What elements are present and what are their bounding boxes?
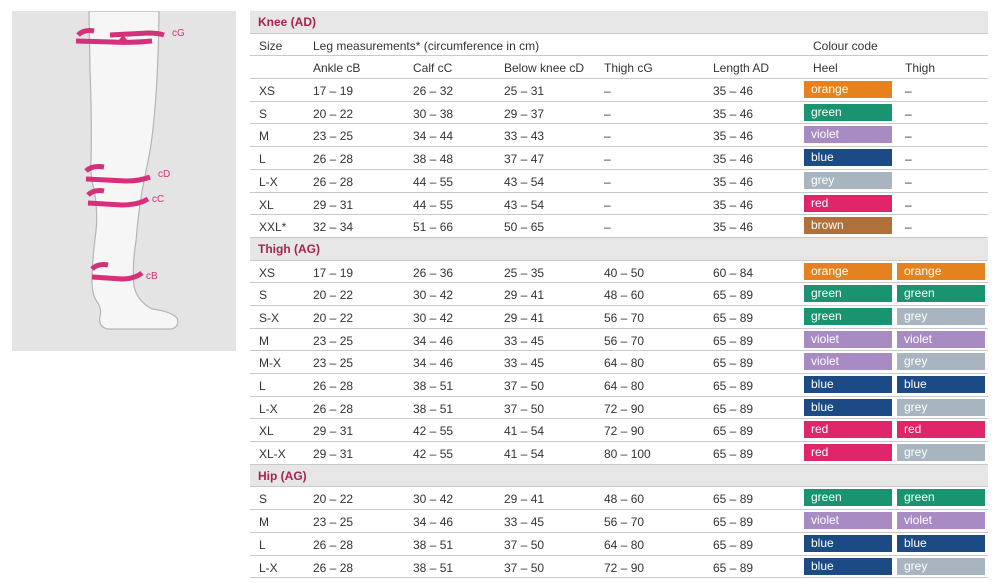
header-colour-code: Colour code bbox=[813, 38, 878, 53]
thigh-cell: 72 – 90 bbox=[604, 560, 645, 575]
thigh-cell: 64 – 80 bbox=[604, 379, 645, 393]
heel-colour-swatch: blue bbox=[804, 149, 892, 166]
thigh-colour-swatch: green bbox=[897, 489, 985, 506]
heel-colour-swatch: blue bbox=[804, 399, 892, 416]
ankle-cell: 23 – 25 bbox=[313, 515, 354, 530]
size-cell: L bbox=[259, 537, 266, 552]
ankle-cell: 23 – 25 bbox=[313, 356, 354, 371]
thigh-cell: – bbox=[604, 174, 611, 189]
length-cell: 65 – 89 bbox=[713, 447, 754, 462]
thigh-colour-cell: – bbox=[905, 197, 912, 212]
ankle-cell: 26 – 28 bbox=[313, 152, 354, 167]
heel-colour-swatch: orange bbox=[804, 263, 892, 280]
thigh-cell: 48 – 60 bbox=[604, 492, 645, 507]
size-cell: XS bbox=[259, 84, 276, 99]
table-row bbox=[250, 510, 988, 533]
ankle-cell: 29 – 31 bbox=[313, 447, 354, 462]
calf-cell: 34 – 44 bbox=[413, 129, 454, 144]
section-header bbox=[250, 465, 988, 488]
ankle-cell: 20 – 22 bbox=[313, 492, 354, 507]
thigh-colour-swatch: grey bbox=[897, 399, 985, 416]
calf-cell: 34 – 46 bbox=[413, 515, 454, 530]
below-knee-cell: 50 – 65 bbox=[504, 220, 545, 235]
thigh-cell: – bbox=[604, 129, 611, 144]
below-knee-cell: 33 – 45 bbox=[504, 356, 545, 371]
calf-cell: 42 – 55 bbox=[413, 447, 454, 462]
length-cell: 35 – 46 bbox=[713, 106, 754, 121]
size-cell: XXL* bbox=[259, 220, 287, 235]
size-cell: XL bbox=[259, 197, 274, 212]
header-row-1 bbox=[250, 34, 988, 57]
ankle-cell: 26 – 28 bbox=[313, 560, 354, 575]
size-cell: S bbox=[259, 106, 268, 121]
ankle-cell: 29 – 31 bbox=[313, 424, 354, 439]
table-row bbox=[250, 124, 988, 147]
thigh-cell: – bbox=[604, 152, 611, 167]
below-knee-cell: 33 – 43 bbox=[504, 129, 545, 144]
length-cell: 35 – 46 bbox=[713, 197, 754, 212]
ankle-cell: 29 – 31 bbox=[313, 197, 354, 212]
size-cell: S-X bbox=[259, 310, 280, 325]
thigh-colour-cell: – bbox=[905, 174, 912, 189]
ankle-cell: 20 – 22 bbox=[313, 310, 354, 325]
below-knee-cell: 25 – 31 bbox=[504, 84, 545, 99]
length-cell: 65 – 89 bbox=[713, 492, 754, 507]
below-knee-cell: 33 – 45 bbox=[504, 515, 545, 530]
below-knee-cell: 37 – 50 bbox=[504, 379, 545, 393]
thigh-colour-swatch: blue bbox=[897, 376, 985, 393]
header-size: Size bbox=[259, 38, 283, 53]
below-knee-cell: 29 – 41 bbox=[504, 492, 545, 507]
size-cell: L-X bbox=[259, 174, 278, 189]
table-row bbox=[250, 147, 988, 170]
length-cell: 65 – 89 bbox=[713, 379, 754, 393]
table-row bbox=[250, 261, 988, 284]
calf-cell: 30 – 42 bbox=[413, 288, 454, 303]
ankle-cell: 26 – 28 bbox=[313, 401, 354, 416]
ankle-cell: 26 – 28 bbox=[313, 379, 354, 393]
thigh-colour-swatch: grey bbox=[897, 308, 985, 325]
section-title: Thigh (AG) bbox=[258, 241, 320, 256]
table-row bbox=[250, 351, 988, 374]
below-knee-cell: 41 – 54 bbox=[504, 424, 545, 439]
heel-colour-swatch: blue bbox=[804, 535, 892, 552]
thigh-colour-swatch: orange bbox=[897, 263, 985, 280]
heel-colour-swatch: red bbox=[804, 444, 892, 461]
calf-cell: 34 – 46 bbox=[413, 333, 454, 348]
calf-cell: 26 – 36 bbox=[413, 265, 454, 280]
header-thigh-colour: Thigh bbox=[905, 61, 936, 76]
length-cell: 65 – 89 bbox=[713, 401, 754, 416]
size-cell: L bbox=[259, 152, 266, 167]
size-cell: S bbox=[259, 288, 268, 303]
label-cb: cB bbox=[146, 271, 158, 282]
thigh-cell: 48 – 60 bbox=[604, 288, 645, 303]
section-title: Hip (AG) bbox=[258, 468, 307, 483]
length-cell: 35 – 46 bbox=[713, 152, 754, 167]
header-calf: Calf cC bbox=[413, 61, 453, 76]
length-cell: 35 – 46 bbox=[713, 174, 754, 189]
size-cell: XL bbox=[259, 424, 274, 439]
calf-cell: 44 – 55 bbox=[413, 197, 454, 212]
thigh-colour-swatch: green bbox=[897, 285, 985, 302]
below-knee-cell: 25 – 35 bbox=[504, 265, 545, 280]
thigh-cell: – bbox=[604, 220, 611, 235]
table-row bbox=[250, 442, 988, 465]
below-knee-cell: 37 – 50 bbox=[504, 560, 545, 575]
heel-colour-swatch: green bbox=[804, 308, 892, 325]
heel-colour-swatch: green bbox=[804, 104, 892, 121]
heel-colour-swatch: red bbox=[804, 421, 892, 438]
ankle-cell: 26 – 28 bbox=[313, 174, 354, 189]
leg-diagram bbox=[12, 11, 236, 351]
heel-colour-swatch: violet bbox=[804, 331, 892, 348]
heel-colour-swatch: green bbox=[804, 489, 892, 506]
section-title: Knee (AD) bbox=[258, 15, 317, 29]
calf-cell: 30 – 42 bbox=[413, 310, 454, 325]
size-cell: L-X bbox=[259, 401, 278, 416]
ankle-cell: 23 – 25 bbox=[313, 333, 354, 348]
below-knee-cell: 29 – 41 bbox=[504, 288, 545, 303]
thigh-cell: 64 – 80 bbox=[604, 356, 645, 371]
header-heel: Heel bbox=[813, 61, 838, 76]
calf-cell: 38 – 51 bbox=[413, 401, 454, 416]
heel-colour-swatch: green bbox=[804, 285, 892, 302]
table-row bbox=[250, 533, 988, 556]
size-chart-table bbox=[250, 11, 988, 578]
below-knee-cell: 43 – 54 bbox=[504, 174, 545, 189]
calf-cell: 38 – 48 bbox=[413, 152, 454, 167]
table-row bbox=[250, 487, 988, 510]
size-cell: S bbox=[259, 492, 268, 507]
below-knee-cell: 41 – 54 bbox=[504, 447, 545, 462]
below-knee-cell: 37 – 47 bbox=[504, 152, 545, 167]
table-row bbox=[250, 374, 988, 397]
table-row bbox=[250, 419, 988, 442]
table-row bbox=[250, 170, 988, 193]
length-cell: 35 – 46 bbox=[713, 84, 754, 99]
size-cell: XL-X bbox=[259, 447, 286, 462]
header-thigh: Thigh cG bbox=[604, 61, 653, 76]
length-cell: 60 – 84 bbox=[713, 265, 754, 280]
table-row bbox=[250, 79, 988, 102]
size-cell: L-X bbox=[259, 560, 278, 575]
length-cell: 65 – 89 bbox=[713, 288, 754, 303]
thigh-cell: 40 – 50 bbox=[604, 265, 645, 280]
thigh-cell: 56 – 70 bbox=[604, 333, 645, 348]
thigh-cell: – bbox=[604, 106, 611, 121]
thigh-colour-cell: – bbox=[905, 152, 912, 167]
calf-cell: 51 – 66 bbox=[413, 220, 454, 235]
calf-cell: 42 – 55 bbox=[413, 424, 454, 439]
ankle-cell: 26 – 28 bbox=[313, 537, 354, 552]
heel-colour-swatch: violet bbox=[804, 512, 892, 529]
thigh-cell: 72 – 90 bbox=[604, 401, 645, 416]
heel-colour-swatch: blue bbox=[804, 558, 892, 575]
calf-cell: 34 – 46 bbox=[413, 356, 454, 371]
table-row bbox=[250, 283, 988, 306]
length-cell: 65 – 89 bbox=[713, 356, 754, 371]
thigh-colour-cell: – bbox=[905, 129, 912, 144]
below-knee-cell: 29 – 37 bbox=[504, 106, 545, 121]
calf-cell: 38 – 51 bbox=[413, 379, 454, 393]
thigh-colour-swatch: blue bbox=[897, 535, 985, 552]
calf-cell: 38 – 51 bbox=[413, 537, 454, 552]
size-cell: M bbox=[259, 129, 269, 144]
table-row bbox=[250, 193, 988, 216]
size-cell: M bbox=[259, 515, 269, 530]
below-knee-cell: 29 – 41 bbox=[504, 310, 545, 325]
length-cell: 65 – 89 bbox=[713, 560, 754, 575]
thigh-colour-swatch: violet bbox=[897, 512, 985, 529]
length-cell: 65 – 89 bbox=[713, 424, 754, 439]
length-cell: 65 – 89 bbox=[713, 333, 754, 348]
heel-colour-swatch: grey bbox=[804, 172, 892, 189]
thigh-colour-swatch: red bbox=[897, 421, 985, 438]
below-knee-cell: 43 – 54 bbox=[504, 197, 545, 212]
heel-colour-swatch: violet bbox=[804, 126, 892, 143]
size-cell: L bbox=[259, 379, 266, 393]
calf-cell: 30 – 42 bbox=[413, 492, 454, 507]
thigh-colour-cell: – bbox=[905, 220, 912, 235]
thigh-cell: – bbox=[604, 84, 611, 99]
label-cd: cD bbox=[158, 169, 171, 180]
below-knee-cell: 37 – 50 bbox=[504, 537, 545, 552]
ankle-cell: 23 – 25 bbox=[313, 129, 354, 144]
ankle-cell: 20 – 22 bbox=[313, 288, 354, 303]
leg-illustration bbox=[12, 11, 236, 351]
thigh-colour-cell: – bbox=[905, 106, 912, 121]
thigh-colour-swatch: grey bbox=[897, 558, 985, 575]
heel-colour-swatch: violet bbox=[804, 353, 892, 370]
calf-cell: 30 – 38 bbox=[413, 106, 454, 121]
ankle-cell: 17 – 19 bbox=[313, 84, 354, 99]
below-knee-cell: 33 – 45 bbox=[504, 333, 545, 348]
thigh-cell: – bbox=[604, 197, 611, 212]
thigh-cell: 56 – 70 bbox=[604, 515, 645, 530]
header-ankle: Ankle cB bbox=[313, 61, 361, 76]
heel-colour-swatch: blue bbox=[804, 376, 892, 393]
thigh-cell: 80 – 100 bbox=[604, 447, 651, 462]
table-row bbox=[250, 556, 988, 579]
thigh-cell: 56 – 70 bbox=[604, 310, 645, 325]
heel-colour-swatch: orange bbox=[804, 81, 892, 98]
table-row bbox=[250, 397, 988, 420]
label-cc: cC bbox=[152, 194, 165, 205]
table-row bbox=[250, 306, 988, 329]
ankle-cell: 32 – 34 bbox=[313, 220, 354, 235]
thigh-colour-swatch: grey bbox=[897, 353, 985, 370]
header-length: Length AD bbox=[713, 61, 770, 76]
below-knee-cell: 37 – 50 bbox=[504, 401, 545, 416]
size-cell: M-X bbox=[259, 356, 281, 371]
length-cell: 65 – 89 bbox=[713, 515, 754, 530]
length-cell: 35 – 46 bbox=[713, 220, 754, 235]
thigh-cell: 72 – 90 bbox=[604, 424, 645, 439]
ankle-cell: 17 – 19 bbox=[313, 265, 354, 280]
section-header bbox=[250, 238, 988, 261]
header-below-knee: Below knee cD bbox=[504, 61, 585, 76]
heel-colour-swatch: brown bbox=[804, 217, 892, 234]
table-row bbox=[250, 215, 988, 238]
calf-cell: 38 – 51 bbox=[413, 560, 454, 575]
heel-colour-swatch: red bbox=[804, 195, 892, 212]
calf-cell: 26 – 32 bbox=[413, 84, 454, 99]
header-row-2 bbox=[250, 56, 988, 79]
section-header bbox=[250, 11, 988, 34]
thigh-colour-swatch: violet bbox=[897, 331, 985, 348]
table-row bbox=[250, 329, 988, 352]
length-cell: 65 – 89 bbox=[713, 310, 754, 325]
length-cell: 35 – 46 bbox=[713, 129, 754, 144]
calf-cell: 44 – 55 bbox=[413, 174, 454, 189]
length-cell: 65 – 89 bbox=[713, 537, 754, 552]
ankle-cell: 20 – 22 bbox=[313, 106, 354, 121]
thigh-colour-swatch: grey bbox=[897, 444, 985, 461]
size-cell: XS bbox=[259, 265, 276, 280]
table-row bbox=[250, 102, 988, 125]
thigh-colour-cell: – bbox=[905, 84, 912, 99]
thigh-cell: 64 – 80 bbox=[604, 537, 645, 552]
size-cell: M bbox=[259, 333, 269, 348]
label-cg: cG bbox=[172, 28, 185, 39]
header-leg-measurements: Leg measurements* (circumference in cm) bbox=[313, 38, 540, 53]
